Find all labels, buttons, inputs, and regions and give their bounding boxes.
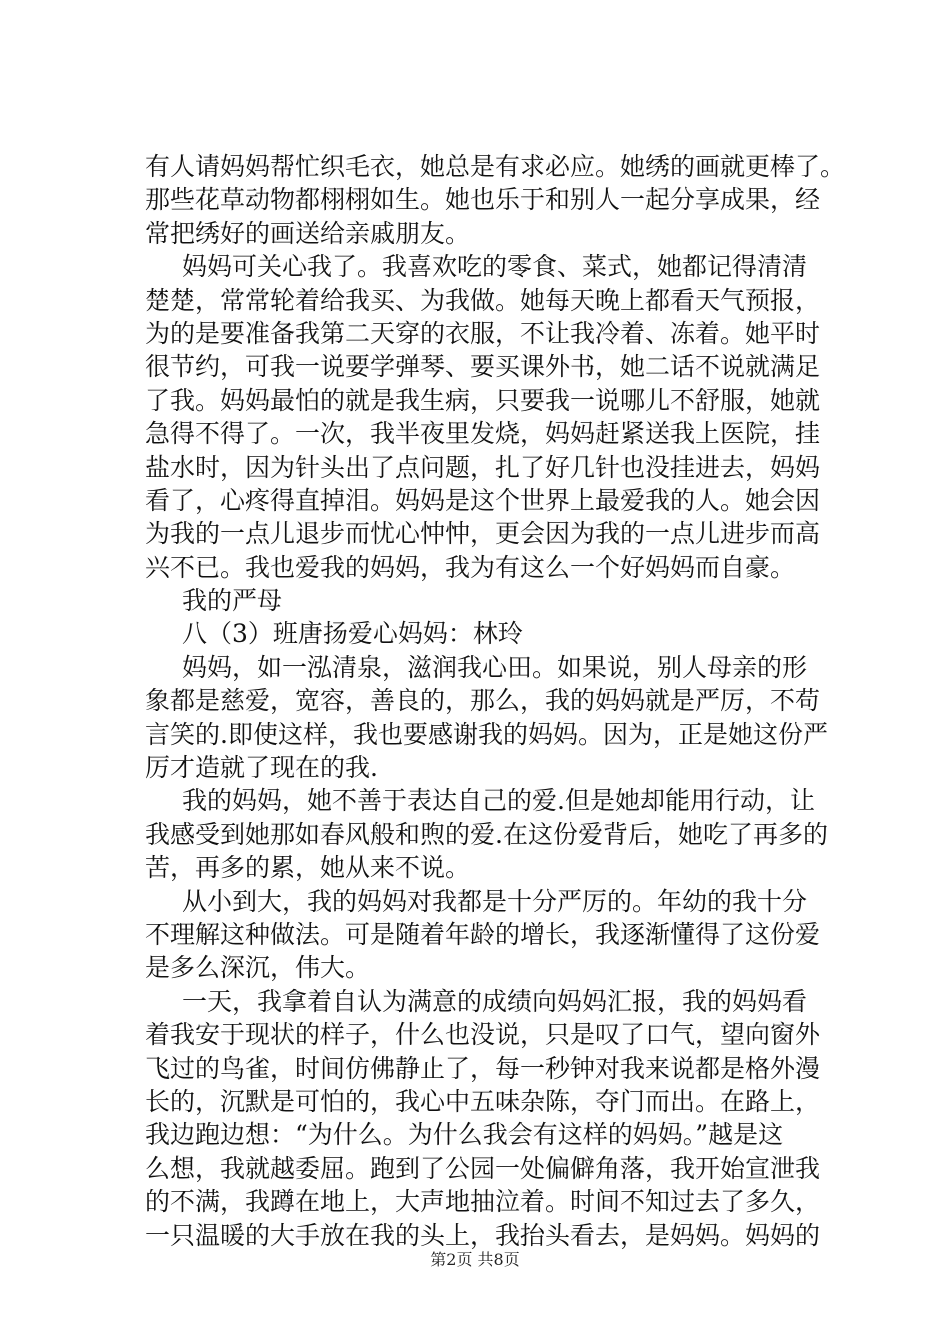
text-line: 一天，我拿着自认为满意的成绩向妈妈汇报，我的妈妈看 [182, 986, 808, 1016]
text-line: 是多么深沉，伟大。 [145, 953, 371, 983]
text-line: 我感受到她那如春风般和煦的爱.在这份爱背后，她吃了再多的 [145, 819, 828, 849]
text-line: 看了，心疼得直掉泪。妈妈是这个世界上最爱我的人。她会因 [145, 485, 821, 515]
document-body [145, 150, 846, 1252]
text-line: 妈妈，如一泓清泉，滋润我心田。如果说，别人母亲的形 [182, 652, 808, 682]
text-line: 苦，再多的累，她从来不说。 [145, 853, 471, 883]
text-line: 兴不已。我也爱我的妈妈，我为有这么一个好妈妈而自豪。 [145, 552, 796, 582]
text-line: 着我安于现状的样子，什么也没说，只是叹了口气，望向窗外 [145, 1020, 821, 1050]
page-number-footer: 第2页 共8页 [430, 1250, 520, 1269]
text-line: 言笑的.即使这样，我也要感谢我的妈妈。因为，正是她这份严 [145, 719, 828, 749]
text-line: 盐水时，因为针头出了点问题，扎了好几针也没挂进去，妈妈 [145, 452, 821, 482]
text-line: 八（3）班唐扬爱心妈妈：林玲 [182, 619, 523, 649]
text-line: 我的妈妈，她不善于表达自己的爱.但是她却能用行动，让 [182, 786, 815, 816]
text-line: 了我。妈妈最怕的就是我生病，只要我一说哪儿不舒服，她就 [145, 385, 821, 415]
text-line: 飞过的鸟雀，时间仿佛静止了，每一秒钟对我来说都是格外漫 [145, 1053, 821, 1083]
text-line: 我边跑边想：“为什么。为什么我会有这样的妈妈。”越是这 [145, 1120, 784, 1150]
text-line: 我的严母 [182, 586, 283, 616]
text-line: 从小到大，我的妈妈对我都是十分严厉的。年幼的我十分 [182, 886, 808, 916]
text-line: 楚楚，常常轮着给我买、为我做。她每天晚上都看天气预报， [145, 285, 821, 315]
text-line: 有人请妈妈帮忙织毛衣，她总是有求必应。她绣的画就更棒了。 [145, 152, 846, 181]
text-line: 妈妈可关心我了。我喜欢吃的零食、菜式，她都记得清清 [182, 252, 808, 282]
text-line: 一只温暖的大手放在我的头上，我抬头看去，是妈妈。妈妈的 [145, 1220, 821, 1250]
text-line: 为的是要准备我第二天穿的衣服，不让我冷着、冻着。她平时 [145, 318, 821, 348]
text-line: 急得不得了。一次，我半夜里发烧，妈妈赶紧送我上医院，挂 [145, 419, 821, 449]
text-line: 么想，我就越委屈。跑到了公园一处偏僻角落，我开始宣泄我 [145, 1153, 821, 1183]
text-line: 长的，沉默是可怕的，我心中五味杂陈，夺门而出。在路上， [145, 1086, 821, 1116]
text-line: 不理解这种做法。可是随着年龄的增长，我逐渐懂得了这份爱 [145, 919, 821, 949]
text-line: 为我的一点儿退步而忧心忡忡，更会因为我的一点儿进步而高 [145, 519, 821, 549]
text-line: 那些花草动物都栩栩如生。她也乐于和别人一起分享成果，经 [145, 185, 821, 215]
text-line: 常把绣好的画送给亲戚朋友。 [145, 218, 471, 248]
text-line: 厉才造就了现在的我. [145, 753, 378, 783]
text-line: 的不满，我蹲在地上，大声地抽泣着。时间不知过去了多久， [145, 1187, 821, 1217]
text-line: 很节约，可我一说要学弹琴、要买课外书，她二话不说就满足 [145, 352, 821, 382]
text-line: 象都是慈爱，宽容，善良的，那么，我的妈妈就是严厉，不苟 [145, 686, 821, 716]
